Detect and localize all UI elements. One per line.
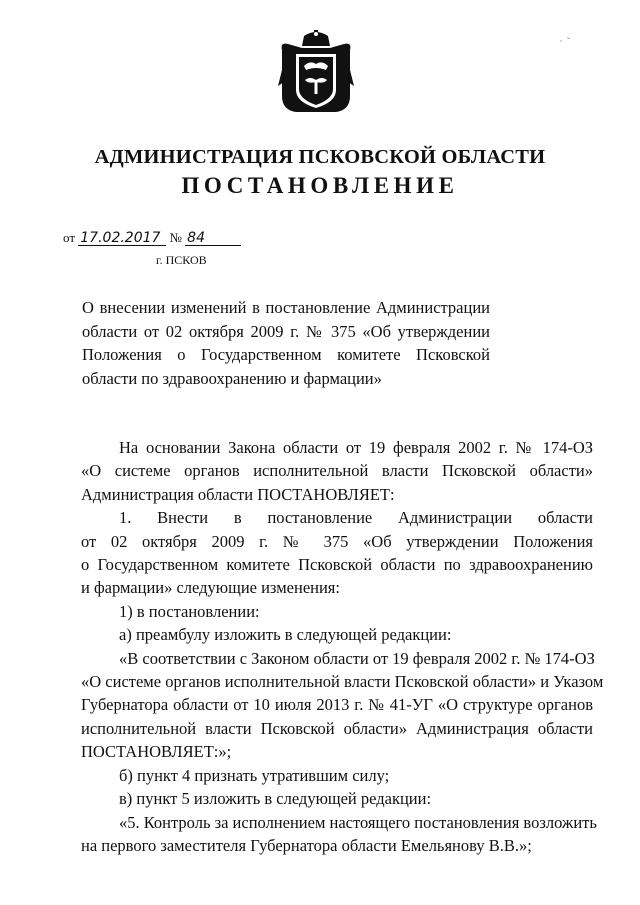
body-line: На основании Закона области от 19 февраля 2002 г. № 174-ОЗ bbox=[119, 438, 593, 457]
document-date: 17.02.2017 bbox=[78, 231, 166, 246]
body-line: «О системе органов исполнительной власти Псковской области» и Указом bbox=[81, 672, 604, 692]
document-body bbox=[81, 436, 604, 857]
subject-line: Положения о Государственном комитете Псковской bbox=[82, 345, 490, 364]
body-line: в) пункт 5 изложить в следующей редакции: bbox=[119, 789, 432, 809]
document-type-title: ПОСТАНОВЛЕНИЕ bbox=[181, 173, 459, 198]
organization-title: АДМИНИСТРАЦИЯ ПСКОВСКОЙ ОБЛАСТИ bbox=[94, 146, 546, 168]
document-number: 84 bbox=[185, 231, 241, 246]
city-label: г. ПСКОВ bbox=[156, 253, 207, 267]
body-line: ПОСТАНОВЛЯЕТ:»; bbox=[81, 742, 232, 762]
subject-line: области по здравоохранению и фармации» bbox=[82, 368, 382, 388]
body-line: «В соответствии с Законом области от 19 февраля 2002 г. № 174-ОЗ bbox=[119, 648, 595, 668]
body-line: о Государственном комитете Псковской области по здравоохранению bbox=[81, 555, 593, 575]
number-prefix: № bbox=[169, 230, 182, 245]
body-line: Губернатора области от 10 июля 2013 г. № 41-УГ «О структуре органов bbox=[81, 695, 593, 715]
body-line: б) пункт 4 признать утратившим силу; bbox=[119, 765, 390, 785]
body-line: Администрация области ПОСТАНОВЛЯЕТ: bbox=[81, 484, 395, 504]
date-prefix: от bbox=[63, 230, 76, 245]
body-line: 1) в постановлении: bbox=[119, 601, 260, 621]
pskov-coat-of-arms-icon bbox=[278, 30, 354, 116]
body-line: «О системе органов исполнительной власти Псковской области» bbox=[81, 461, 593, 481]
subject-line: О внесении изменений в постановление Администрации bbox=[82, 298, 490, 317]
body-line: исполнительной власти Псковской области» Администрация области bbox=[81, 718, 593, 738]
document-subject bbox=[82, 296, 490, 390]
body-line: а) преамбулу изложить в следующей редакции: bbox=[119, 625, 452, 645]
body-line: 1. Внести в постановление Администрации области bbox=[119, 508, 593, 528]
body-line: и фармации» следующие изменения: bbox=[81, 578, 340, 598]
date-number-line bbox=[63, 230, 241, 246]
body-line: «5. Контроль за исполнением настоящего постановления возложить bbox=[119, 812, 597, 832]
subject-line: области от 02 октября 2009 г. № 375 «Об утверждении bbox=[82, 321, 490, 341]
body-line: от 02 октября 2009 г. № 375 «Об утверждении Положения bbox=[81, 531, 593, 551]
scan-mark: · ˘ bbox=[559, 36, 570, 46]
body-line: на первого заместителя Губернатора области Емельянову В.В.»; bbox=[81, 835, 532, 855]
